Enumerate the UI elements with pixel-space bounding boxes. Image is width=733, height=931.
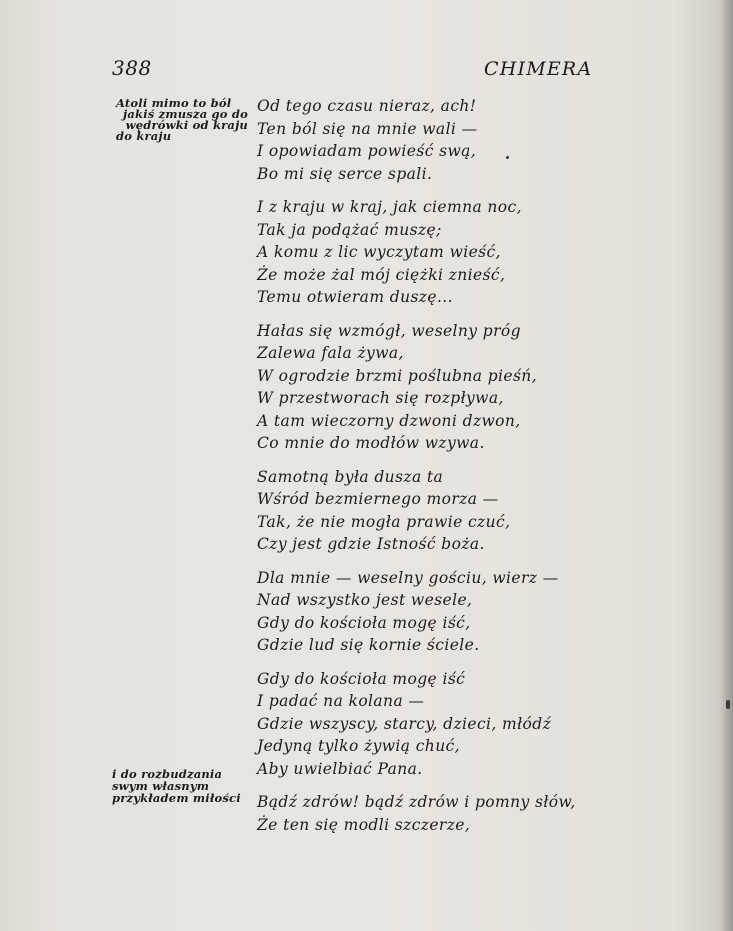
verse-line: Czy jest gdzie Istność boża. [257,535,485,553]
ink-speck [506,156,509,159]
verse-line: Samotną była dusza ta [257,467,444,486]
verse-line: Tak, że nie mogła prawie czuć, [257,512,511,531]
verse-line: Gdzie wszyscy, starcy, dzieci, młódź [257,714,552,733]
gloss-line: jakiś zmusza go do [123,107,248,121]
page-binding-shadow [719,0,733,931]
verse-line: Bądź zdrów! bądź zdrów i pomny słów, [257,793,576,811]
verse-line: I opowiadam powieść swą, [257,142,477,160]
gloss-line: Atoli mimo to ból [116,96,232,110]
verse-line: Tak ja podążać muszę; [257,220,442,239]
page-number: 388 [112,56,152,80]
verse-line: W ogrodzie brzmi poślubna pieśń, [257,366,538,385]
stanza [257,567,597,657]
margin-gloss [116,98,248,142]
verse-line: I padać na kolana — [257,692,425,710]
verse-line: I z kraju w kraj, jak ciemna noc, [257,198,522,216]
verse-line: Co mnie do modłów wzywa. [257,434,485,452]
stanza [257,791,597,836]
stanza [257,320,597,455]
poem-body [257,95,597,836]
verse-line: Od tego czasu nieraz, ach! [257,97,477,115]
verse-line: Dla mnie — weselny gościu, wierz — [257,568,559,587]
stanza [257,196,597,309]
verse-line: Że może żal mój ciężki znieść, [257,265,506,284]
verse-line: Gdy do kościoła mogę iść [257,669,466,688]
verse-line: Temu otwieram duszę... [257,288,453,306]
gloss-line: wędrówki od kraju [125,118,248,132]
verse-line: W przestworach się rozpływa, [257,389,504,407]
stanza [257,466,597,556]
stanza [257,95,597,185]
verse-line: Zalewa fala żywa, [257,344,404,362]
verse-line: A komu z lic wyczytam wieść, [257,243,501,261]
verse-line: Aby uwielbiać Pana. [257,759,423,778]
verse-line: Że ten się modli szczerze, [257,815,471,834]
verse-line: Gdy do kościoła mogę iść, [257,613,471,632]
verse-line: Hałas się wzmógł, weselny próg [257,321,521,340]
stanza [257,668,597,781]
verse-line: Nad wszystko jest wesele, [257,591,473,609]
verse-line: Jedyną tylko żywią chuć, [257,737,460,755]
ink-speck [726,700,730,709]
verse-line: Bo mi się serce spali. [257,164,433,183]
verse-line: Wśród bezmiernego morza — [257,490,499,508]
gloss-line: przykładem miłości [112,791,241,805]
margin-gloss [112,768,248,804]
verse-line: Gdzie lud się kornie ściele. [257,636,480,654]
running-head: CHIMERA [484,58,593,80]
verse-line: A tam wieczorny dzwoni dzwon, [257,411,521,430]
gloss-line: do kraju [116,129,172,143]
gloss-line: i do rozbudzania [112,767,223,781]
gloss-line: swym własnym [112,779,210,793]
verse-line: Ten ból się na mnie wali — [257,119,478,138]
